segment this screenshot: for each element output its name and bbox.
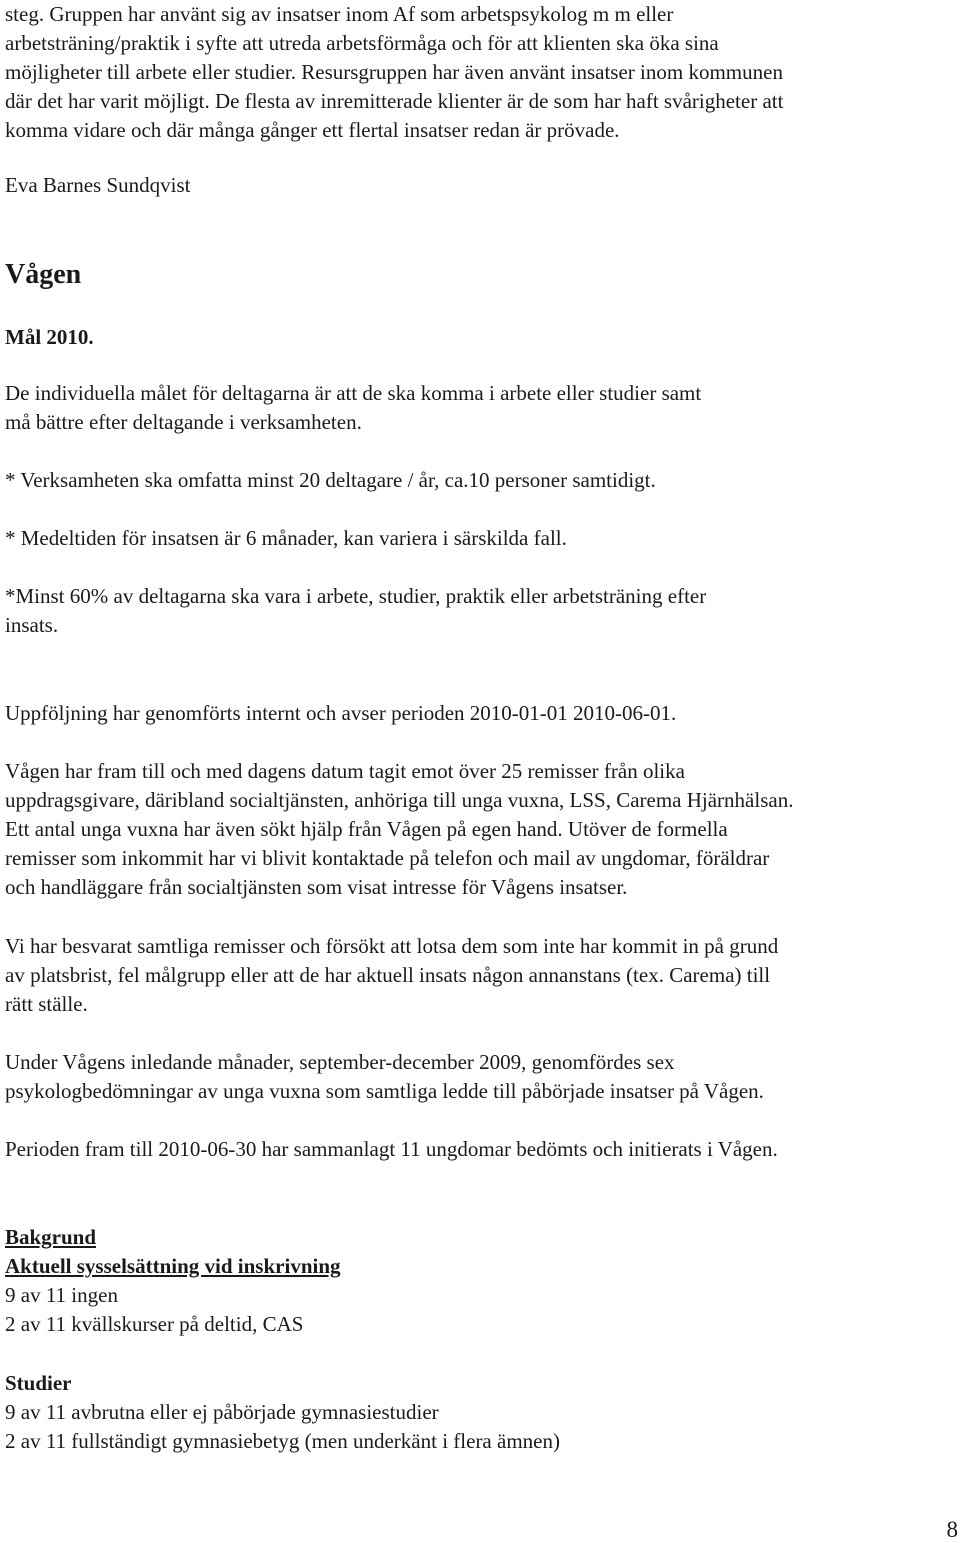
- intro-line: steg. Gruppen har använt sig av insatser inom Af som arbetspsykolog m m eller: [5, 2, 674, 26]
- body-paragraph: [5, 1048, 764, 1106]
- body-line: psykologbedömningar av unga vuxna som samtliga ledde till påbörjade insatser på Vågen.: [5, 1079, 764, 1103]
- employment-heading: Aktuell sysselsättning vid inskrivning: [5, 1254, 341, 1278]
- intro-line: där det har varit möjligt. De flesta av inremitterade klienter är de som har haft svårigheter att: [5, 89, 784, 113]
- list-item: 2 av 11 fullständigt gymnasiebetyg (men underkänt i flera ämnen): [5, 1429, 560, 1453]
- studies-list: [5, 1398, 560, 1456]
- list-item: 9 av 11 avbrutna eller ej påbörjade gymnasiestudier: [5, 1400, 439, 1424]
- background-heading: Bakgrund: [5, 1225, 97, 1249]
- goal-bullet-line: *Minst 60% av deltagarna ska vara i arbete, studier, praktik eller arbetsträning efter: [5, 584, 707, 608]
- intro-line: möjligheter till arbete eller studier. Resursgruppen har även använt insatser inom kommunen: [5, 60, 783, 84]
- employment-list: [5, 1281, 303, 1339]
- goal-line: må bättre efter deltagande i verksamheten.: [5, 410, 362, 434]
- goal-bullet: * Verksamheten ska omfatta minst 20 deltagare / år, ca.10 personer samtidigt.: [5, 468, 656, 492]
- section-heading: Vågen: [5, 259, 82, 290]
- body-paragraph: Perioden fram till 2010-06-30 har sammanlagt 11 ungdomar bedömts och initierats i Vågen.: [5, 1137, 778, 1161]
- body-line: Ett antal unga vuxna har även sökt hjälp från Vågen på egen hand. Utöver de formella: [5, 817, 728, 841]
- body-line: Vi har besvarat samtliga remisser och försökt att lotsa dem som inte har kommit in på grund: [5, 934, 779, 958]
- body-line: av platsbrist, fel målgrupp eller att de har aktuell insats någon annanstans (tex. Carema) till: [5, 963, 771, 987]
- goal-bullet: * Medeltiden för insatsen är 6 månader, kan variera i särskilda fall.: [5, 526, 567, 550]
- list-item: 9 av 11 ingen: [5, 1283, 118, 1307]
- body-line: remisser som inkommit har vi blivit kontaktade på telefon och mail av ungdomar, föräldrar: [5, 846, 770, 870]
- body-line: Vågen har fram till och med dagens datum tagit emot över 25 remisser från olika: [5, 759, 685, 783]
- body-paragraph: [5, 932, 778, 1019]
- page-number: 8: [946, 1517, 958, 1542]
- body-line: uppdragsgivare, däribland socialtjänsten, anhöriga till unga vuxna, LSS, Carema Hjärnhälsan.: [5, 788, 794, 812]
- goal-bullet-line: insats.: [5, 613, 59, 637]
- body-line: och handläggare från socialtjänsten som visat intresse för Vågens insatser.: [5, 875, 628, 899]
- intro-line: komma vidare och där många gånger ett flertal insatser redan är prövade.: [5, 118, 620, 142]
- goal-line: De individuella målet för deltagarna är att de ska komma i arbete eller studier samt: [5, 381, 702, 405]
- list-item: 2 av 11 kvällskurser på deltid, CAS: [5, 1312, 304, 1336]
- body-paragraph: [5, 757, 793, 902]
- goal-bullet: [5, 582, 706, 640]
- intro-line: arbetsträning/praktik i syfte att utreda arbetsförmåga och för att klienten ska öka sina: [5, 31, 719, 55]
- followup-period: Uppföljning har genomförts internt och avser perioden 2010-01-01 2010-06-01.: [5, 701, 677, 725]
- body-line: rätt ställe.: [5, 992, 88, 1016]
- author-signature: Eva Barnes Sundqvist: [5, 173, 191, 197]
- studies-heading: Studier: [5, 1371, 72, 1395]
- goal-heading: Mål 2010.: [5, 325, 94, 349]
- intro-paragraph: [5, 0, 783, 145]
- goal-paragraph: [5, 379, 701, 437]
- body-line: Under Vågens inledande månader, september-december 2009, genomfördes sex: [5, 1050, 675, 1074]
